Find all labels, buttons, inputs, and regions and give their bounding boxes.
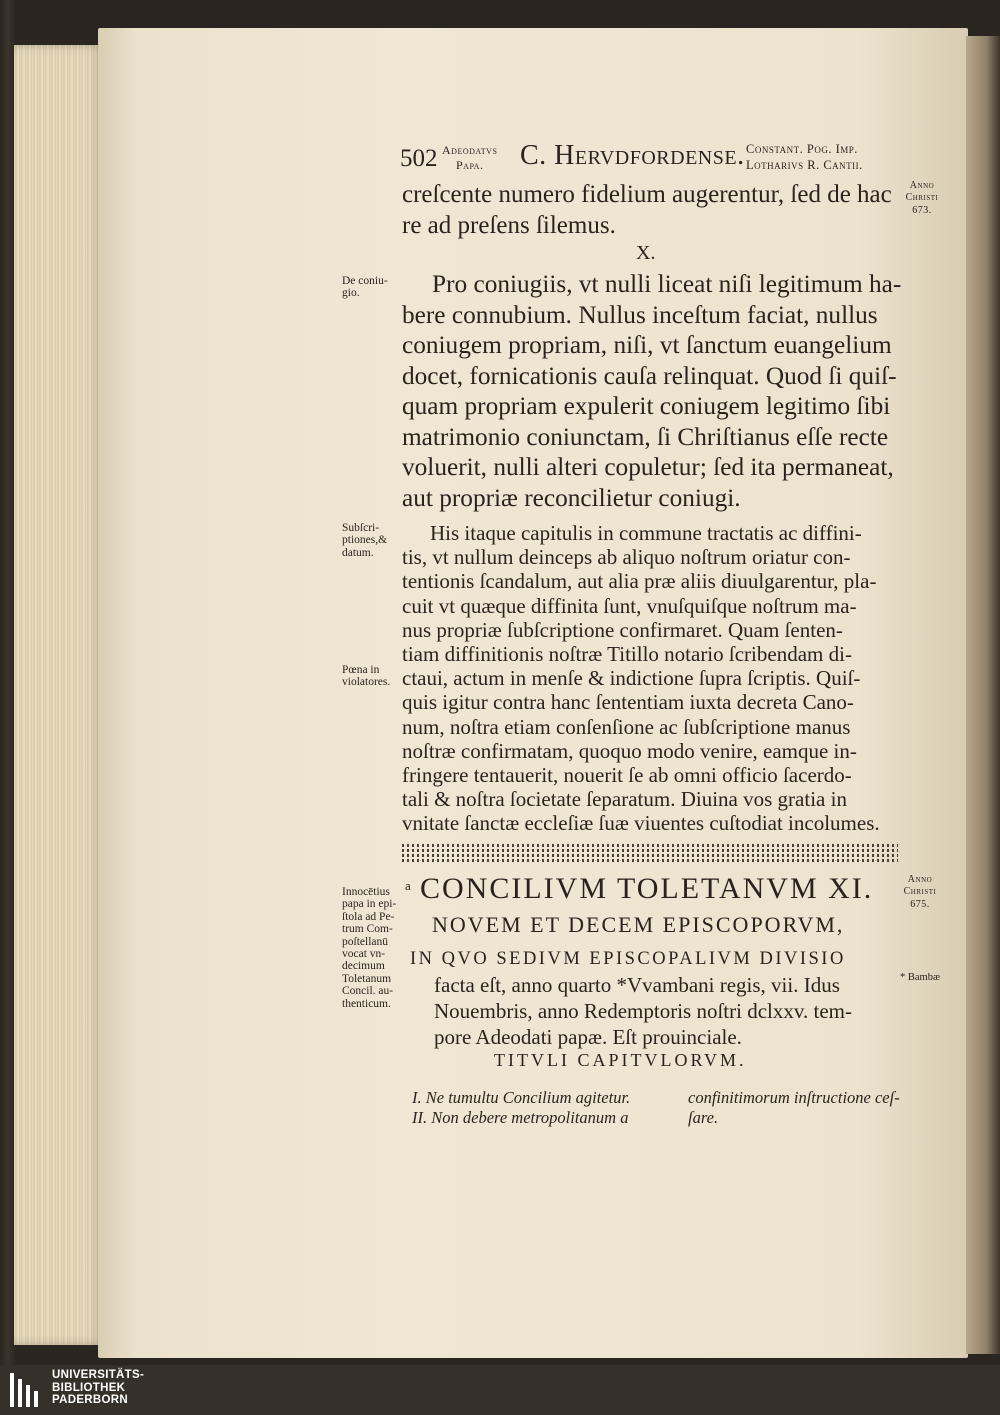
- text-line: Nouembris, anno Redemptoris noſtri dclxxv. tem-: [434, 999, 852, 1023]
- text-line: pore Adeodati papæ. Eſt prouinciale.: [434, 1025, 742, 1049]
- chapter-item: II. Non debere metropolitanum a: [412, 1108, 629, 1127]
- paragraph-subscriptions: [402, 521, 880, 836]
- logo-line: BIBLIOTHEK: [52, 1381, 126, 1394]
- margin-anno-1-c: 673.: [912, 204, 932, 216]
- margin-note-line: papa in epi-: [342, 898, 397, 911]
- text-line: voluerit, nulli alteri copuletur; ſed ita permaneat,: [402, 453, 894, 481]
- council-description: [410, 946, 852, 1050]
- margin-note-line: thenticum.: [342, 997, 391, 1010]
- margin-note-line: violatores.: [342, 676, 391, 689]
- text-line: nus propriæ ſubſcriptione confirmaret. Quam ſenten-: [402, 617, 843, 642]
- margin-note-line: gio.: [342, 287, 360, 300]
- margin-anno-2-c: 675.: [910, 898, 930, 910]
- margin-note-line: Innocētius: [342, 886, 390, 898]
- council-title: CONCILIVM TOLETANVM XI.: [420, 872, 874, 905]
- margin-note-line: poſtellanū: [342, 935, 388, 948]
- text-line: vnitate ſanctæ eccleſiæ ſuæ viuentes cuſtodiat incolumes.: [402, 811, 880, 836]
- text-line: cuit vt quæque diffinita ſunt, vnuſquiſque noſtrum ma-: [402, 593, 857, 618]
- text-line: tali & noſtra ſocietate ſeparatum. Diuina vos gratia in: [402, 787, 847, 812]
- margin-anno-1-a: Anno: [909, 180, 935, 191]
- text-line: ctaui, actum in menſe & indictione ſupra ſcriptis. Quiſ-: [402, 666, 861, 691]
- text-line: matrimonio coniunctam, ſi Chriſtianus eſſe recte: [402, 422, 889, 451]
- margin-note-line: De coniu-: [342, 275, 388, 287]
- text-line: tiam diffinitionis noſtræ Titillo notario ſcribendam di-: [402, 642, 852, 667]
- text-line: aut propriæ reconcilietur coniugi.: [402, 483, 741, 512]
- council-footnote-marker: a: [405, 878, 411, 893]
- header-left-name-top: Adeodatvs: [442, 143, 498, 157]
- margin-note-line: ptiones,&: [342, 534, 388, 547]
- margin-note-line: Toletanum: [342, 972, 392, 985]
- chapter-item: I. Ne tumultu Concilium agitetur.: [412, 1088, 631, 1107]
- margin-anno-2-a: Anno: [907, 874, 933, 885]
- header-left-name-bottom: Papa.: [456, 158, 484, 172]
- margin-bambae: * Bambæ: [900, 972, 940, 983]
- logo-line: UNIVERSITÄTS-: [52, 1369, 145, 1381]
- text-line: tentionis ſcandalum, aut alia præ aliis diuulgarentur, pla-: [402, 569, 877, 594]
- margin-anno-1: [902, 180, 942, 217]
- chapter-list-left: [412, 1088, 630, 1128]
- text-line: num, noſtra etiam conſenſione ac ſubſcriptione manus: [402, 714, 851, 739]
- section-numeral-x: X.: [636, 242, 656, 264]
- margin-note-line: Pœna in: [342, 664, 380, 676]
- running-title: C. Hervdfordense.: [520, 140, 745, 171]
- text-line: coniugem propriam, niſi, vt ſanctum euangelium: [402, 331, 892, 359]
- margin-note-line: datum.: [342, 546, 374, 559]
- text-line: quis igitur contra hanc ſententiam iuxta decreta Cano-: [402, 690, 854, 715]
- text-line: His itaque capitulis in commune tractatis ac diffini-: [430, 521, 862, 545]
- text-line: IN QVO SEDIVM EPISCOPALIVM DIVISIO: [410, 949, 846, 969]
- margin-note-poena: [342, 664, 390, 689]
- margin-note-line: Concil. au-: [342, 985, 394, 998]
- library-logo-icon: [8, 1371, 44, 1409]
- margin-note-coniugio: [342, 275, 388, 300]
- council-subtitle: NOVEM ET DECEM EPISCOPORVM,: [432, 912, 845, 937]
- margin-note-line: decimum: [342, 960, 385, 973]
- header-right-bottom: Lotharivs R. Cantii.: [746, 158, 863, 172]
- text-line: fringere tentauerit, nouerit ſe ab omni officio ſacerdo-: [402, 763, 852, 788]
- text-line: tis, vt nullum deinceps ab aliquo noſtrum oriatur con-: [402, 545, 851, 570]
- margin-note-line: vocat vn-: [342, 948, 386, 961]
- paragraph-x: [402, 269, 901, 513]
- text-line: creſcente numero fidelium augerentur, ſed de hac: [402, 181, 892, 208]
- text-line: quam propriam expulerit coniugem legitimo ſibi: [402, 392, 891, 420]
- text-line: facta eſt, anno quarto *Vvambani regis, vii. Idus: [434, 973, 840, 997]
- margin-note-line: Subſcri-: [342, 522, 380, 534]
- text-line: noſtræ confirmatam, quoquo modo venire, eamque in-: [402, 738, 857, 763]
- tituli-heading: TITVLI CAPITVLORVM.: [494, 1050, 747, 1070]
- margin-anno-1-b: Christi: [905, 192, 939, 204]
- text-line: docet, fornicationis cauſa relinquat. Quod ſi quiſ-: [402, 361, 897, 390]
- book-spine-edge: [14, 45, 104, 1345]
- logo-line: PADERBORN: [52, 1394, 128, 1406]
- margin-note-innocentius: [342, 886, 396, 1010]
- decorative-ornament-band: [402, 842, 898, 862]
- text-line: re ad preſens ſilemus.: [402, 211, 616, 239]
- chapter-item: ſare.: [688, 1108, 719, 1127]
- chapter-list-right: [688, 1088, 900, 1128]
- margin-anno-2: [900, 874, 940, 911]
- library-logo-text: [52, 1369, 144, 1407]
- text-line: bere connubium. Nullus inceſtum faciat, nullus: [402, 300, 878, 329]
- facing-page-edge: [966, 36, 1000, 1354]
- text-line: Pro coniugiis, vt nulli liceat niſi legitimum ha-: [432, 270, 902, 298]
- margin-note-subscriptiones: [342, 522, 387, 559]
- margin-note-line: trum Com-: [342, 923, 393, 936]
- header-right-top: Constant. Pog. Imp.: [746, 142, 858, 156]
- chapter-item: confinitimorum inſtructione ceſ-: [688, 1088, 900, 1107]
- intro-paragraph: [402, 180, 892, 241]
- page-number: 502: [400, 145, 438, 172]
- library-footer: [0, 1365, 1000, 1415]
- margin-note-line: ſtola ad Pe-: [342, 910, 395, 923]
- margin-anno-2-b: Christi: [903, 886, 937, 898]
